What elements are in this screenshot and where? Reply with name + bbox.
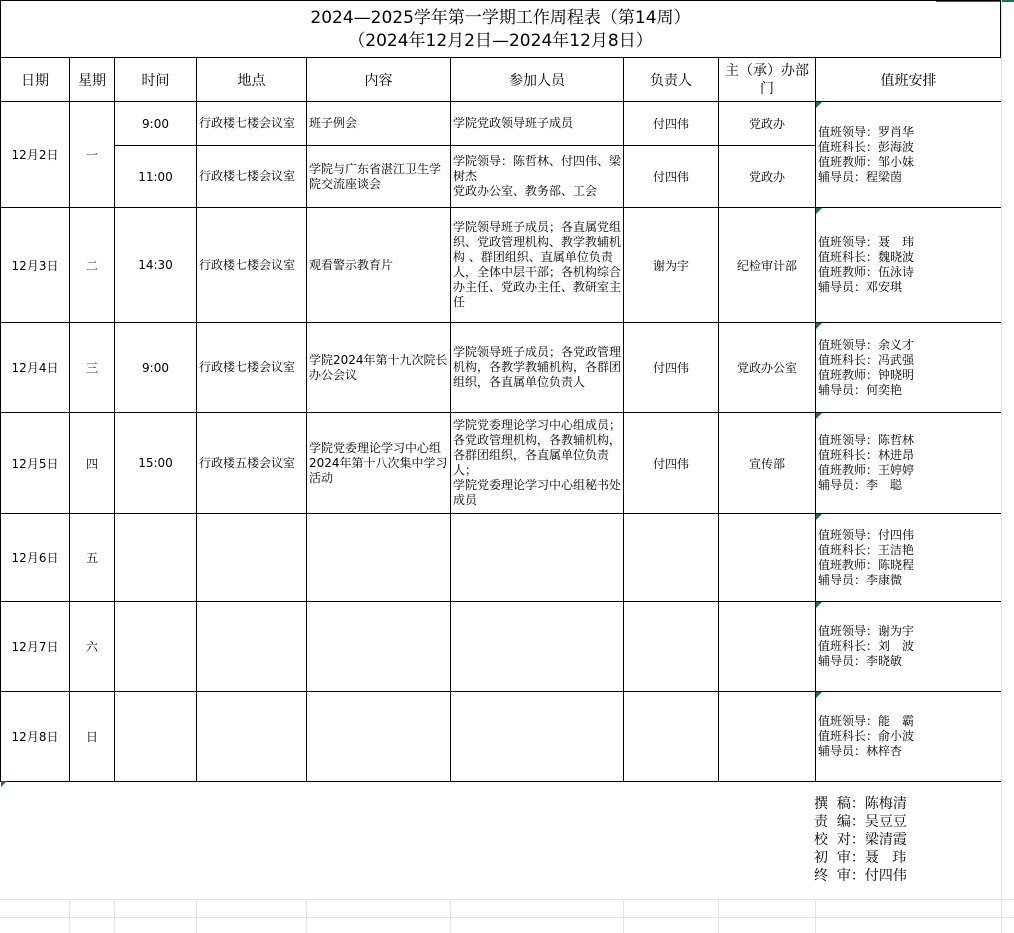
gridline [114,899,115,933]
duty-line: 值班领导：聂 玮 [818,235,915,249]
duty-cell [816,692,1002,782]
dept-cell: 党政办 [719,146,816,208]
attendees-cell: 学院领导：陈哲林、付四伟、梁树杰 党政办公室、教务部、工会 [451,146,624,208]
owner-cell: 付四伟 [624,146,719,208]
weekday-cell: 五 [70,514,115,602]
content-cell: 学院党委理论学习中心组2024年第十八次集中学习活动 [307,413,451,514]
duty-cell [816,102,1002,208]
owner-cell: 付四伟 [624,323,719,413]
table-row [1,323,1002,413]
dept-cell: 纪检审计部 [719,208,816,323]
duty-line: 值班科长：刘 波 [818,639,915,653]
header-attendees: 参加人员 [451,58,624,102]
owner-cell: 谢为宇 [624,208,719,323]
duty-line: 值班科长：王洁艳 [818,542,915,557]
weekday-cell: 三 [70,323,115,413]
weekday-cell: 一 [70,102,115,208]
date-cell: 12月4日 [1,323,70,413]
weekday-cell: 二 [70,208,115,323]
time-cell: 11:00 [115,146,197,208]
empty-cell [719,692,816,782]
attendees-cell: 学院领导班子成员；各直属党组织、党政管理机构、教学教辅机构 、群团组织、直属单位负责人，全体中层干部；各机构综合办主任、党政办主任、教研室主任 [451,208,624,323]
duty-line: 值班教师：王婷婷 [818,463,915,477]
duty-line: 辅导员：李康微 [818,572,903,587]
header-weekday: 星期 [70,58,115,102]
gridline [306,899,307,933]
empty-cell [624,602,719,692]
header-dept: 主（承）办部门 [719,58,816,102]
owner-cell: 付四伟 [624,102,719,146]
attendees-cell: 学院党政领导班子成员 [451,102,624,146]
attendees-cell: 学院党委理论学习中心组成员；各党政管理机构，各教辅机构，各群团组织，各直属单位负责人； 学院党委理论学习中心组秘书处成员 [451,413,624,514]
time-cell: 14:30 [115,208,197,323]
gridline [718,899,719,933]
gridline [1001,0,1002,933]
gridline [623,899,624,933]
date-cell: 12月2日 [1,102,70,208]
date-cell: 12月7日 [1,602,70,692]
table-row [1,602,1002,692]
header-content: 内容 [307,58,451,102]
empty-cell [115,602,197,692]
empty-cell [451,514,624,602]
date-cell: 12月5日 [1,413,70,514]
duty-cell [816,602,1002,692]
table-row [1,102,1002,146]
credit-line: 校 对：梁清霞 [814,832,907,848]
table-row [1,208,1002,323]
duty-line: 值班科长：彭海波 [818,139,915,154]
duty-line: 值班领导：能 霸 [818,714,915,728]
duty-line: 值班领导：谢为宇 [818,624,915,638]
dept-cell: 党政办公室 [719,323,816,413]
weekday-cell: 日 [70,692,115,782]
empty-cell [197,602,307,692]
duty-line: 值班领导：罗肖华 [818,124,915,139]
gridline [69,899,70,933]
empty-cell [197,514,307,602]
duty-line: 辅导员：何奕艳 [818,382,903,397]
comment-marker [816,514,822,520]
table-row [1,514,1002,602]
empty-cell [719,602,816,692]
gridline [0,917,1014,918]
duty-line: 值班科长：魏晓波 [818,250,915,264]
duty-line: 值班教师：陈晓程 [818,557,915,572]
place-cell: 行政楼七楼会议室 [197,323,307,413]
empty-cell [451,602,624,692]
credit-line: 撰 稿：陈梅清 [814,796,907,812]
place-cell: 行政楼五楼会议室 [197,413,307,514]
empty-cell [115,514,197,602]
empty-cell [307,692,451,782]
schedule-table [0,57,1002,782]
place-cell: 行政楼七楼会议室 [197,208,307,323]
comment-marker [816,692,822,698]
empty-cell [624,692,719,782]
empty-cell [624,514,719,602]
date-cell: 12月8日 [1,692,70,782]
table-row [1,413,1002,514]
weekday-cell: 六 [70,602,115,692]
gridline [815,899,816,933]
weekday-cell: 四 [70,413,115,514]
date-cell: 12月3日 [1,208,70,323]
owner-cell: 付四伟 [624,413,719,514]
duty-cell [816,413,1002,514]
content-cell: 观看警示教育片 [307,208,451,323]
credit-line: 初 审：聂 玮 [814,850,907,866]
duty-cell [816,514,1002,602]
duty-line: 值班科长：林进昂 [818,448,915,462]
duty-line: 值班教师：邹小妹 [818,154,915,169]
table-row [1,692,1002,782]
comment-marker [816,208,822,214]
duty-line: 值班教师：钟晓明 [818,367,915,382]
duty-line: 值班科长：冯武强 [818,352,915,367]
duty-line: 辅导员：李晓敏 [818,654,903,668]
duty-line: 辅导员：林梓杏 [818,744,903,758]
duty-line: 值班教师：伍泳诗 [818,265,915,279]
header-owner: 负责人 [624,58,719,102]
gridline [196,899,197,933]
comment-marker [816,413,822,419]
date-cell: 12月6日 [1,514,70,602]
time-cell: 15:00 [115,413,197,514]
empty-cell [307,602,451,692]
empty-cell [115,692,197,782]
credit-line: 责 编：吴豆豆 [814,814,907,830]
duty-cell [816,323,1002,413]
duty-line: 值班领导：陈哲林 [818,433,915,447]
empty-cell [197,692,307,782]
duty-line: 值班领导：余义才 [818,337,915,352]
duty-line: 值班领导：付四伟 [818,527,915,542]
empty-cell [719,514,816,602]
header-place: 地点 [197,58,307,102]
header-date: 日期 [1,58,70,102]
duty-line: 辅导员：李 聪 [818,478,903,492]
content-cell: 班子例会 [307,102,451,146]
place-cell: 行政楼七楼会议室 [197,146,307,208]
empty-cell [451,692,624,782]
gridline [450,899,451,933]
duty-line: 辅导员：邓安琪 [818,280,903,294]
content-cell: 学院2024年第十九次院长办公会议 [307,323,451,413]
comment-marker [816,602,822,608]
duty-line: 辅导员：程梁茵 [818,169,903,184]
time-cell: 9:00 [115,102,197,146]
dept-cell: 党政办 [719,102,816,146]
dept-cell: 宣传部 [719,413,816,514]
place-cell: 行政楼七楼会议室 [197,102,307,146]
content-cell: 学院与广东省湛江卫生学院交流座谈会 [307,146,451,208]
duty-cell [816,208,1002,323]
header-row [1,58,1002,102]
credits-block [814,795,907,885]
comment-marker [1,781,7,787]
duty-line: 值班科长：俞小波 [818,729,915,743]
credit-line: 终 审：付四伟 [814,868,907,884]
title-line-2: （2024年12月2日—2024年12月8日） [348,31,653,51]
time-cell: 9:00 [115,323,197,413]
header-duty: 值班安排 [816,58,1002,102]
comment-marker [816,323,822,329]
empty-cell [307,514,451,602]
header-time: 时间 [115,58,197,102]
attendees-cell: 学院领导班子成员；各党政管理机构，各教学教辅机构，各群团组织，各直属单位负责人 [451,323,624,413]
comment-marker [816,102,822,108]
sheet-title [0,0,1001,58]
gridline [0,899,1014,900]
title-line-1: 2024—2025学年第一学期工作周程表（第14周） [310,8,691,28]
